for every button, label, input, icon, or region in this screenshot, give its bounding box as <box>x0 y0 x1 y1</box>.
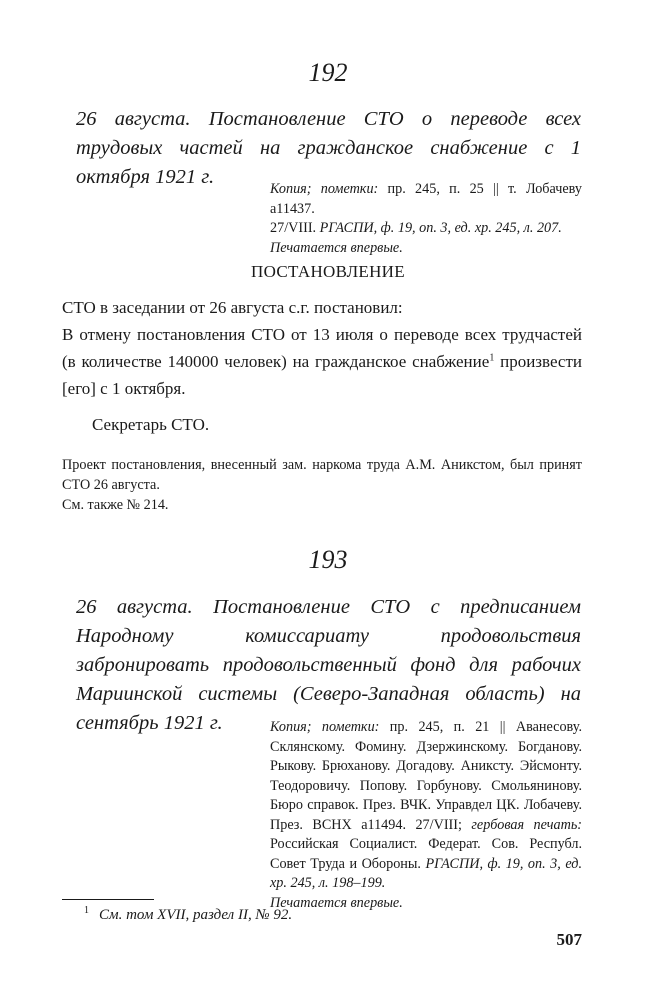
page-number: 507 <box>556 930 582 949</box>
footnote-marker: 1 <box>489 352 495 364</box>
source-block-192 <box>270 180 582 258</box>
note-line: Проект постановления, внесенный зам. наркома труда А.М. Аникстом, был принят СТО 26 августа. <box>62 457 582 493</box>
archive-reference: РГАСПИ, ф. 19, оп. 3, ед. хр. 245, л. 207. <box>319 220 562 236</box>
document-body-192 <box>62 294 582 402</box>
resolution-text: В отмену постановления СТО от 13 июля о переводе всех трудчастей (в количестве 140000 человек) на гражданское снабжение$^1$ произвести [его] с 1 октября. <box>62 325 582 398</box>
note-line: См. также № 214. <box>62 497 169 513</box>
editorial-note-192 <box>62 455 582 515</box>
archive-reference: РГАСПИ, ф. 19, оп. 3, ед. хр. 245, л. 198–199. <box>270 855 582 891</box>
document-title: ПОСТАНОВЛЕНИЕ <box>251 262 405 281</box>
printed-first-note: Печатается впервые. <box>270 239 403 256</box>
footnote: $^1$ См. том XVII, раздел II, № 92. <box>84 905 293 923</box>
source-block-193: Копия; пометки: пр. 245, п. 21 || Аванесову. Склянскому. Фомину. Дзержинскому. Богданову. Рыкову. Брюханову. Догадову. Аниксту. Эйсмонту. Теодоровичу. Попову. Горбунову. Смольянинову. Бюро справок. През. ВЧК. Управдел ЦК. Лобачеву. През. ВСНХ а11494. 27/VIII; гербовая печать: Российская Социалист. Федерат. Сов. Республ. Совет Труда и Обороны. РГАСПИ, ф. 19, оп. 3, ед. хр. 245, л. 198–199. Печатается впервые. <box>270 718 582 913</box>
source-line: Копия; пометки: пр. 245, п. 25 || т. Лобачеву а11437. <box>270 181 582 217</box>
signature: Секретарь СТО. <box>92 415 210 434</box>
document-heading-192: 26 августа. Постановление СТО о переводе всех трудовых частей на гражданское снабжение с 1 октября 1921 г. <box>76 108 581 188</box>
source-line: 27/VIII. РГАСПИ, ф. 19, оп. 3, ед. хр. 245, л. 207. <box>270 220 562 236</box>
document-number-193: 193 <box>308 545 348 574</box>
printed-first-note: Печатается впервые. <box>270 894 403 911</box>
document-heading-193: 26 августа. Постановление СТО с предписанием Народному комиссариату продовольствия забронировать продовольственный фонд для рабочих Мариинской системы (Северо-Западная область) на сентябрь 1921 г. <box>76 596 581 734</box>
document-number-192: 192 <box>308 58 348 87</box>
footnote-divider <box>62 899 154 900</box>
intro-line: СТО в заседании от 26 августа с.г. постановил: <box>62 298 403 317</box>
